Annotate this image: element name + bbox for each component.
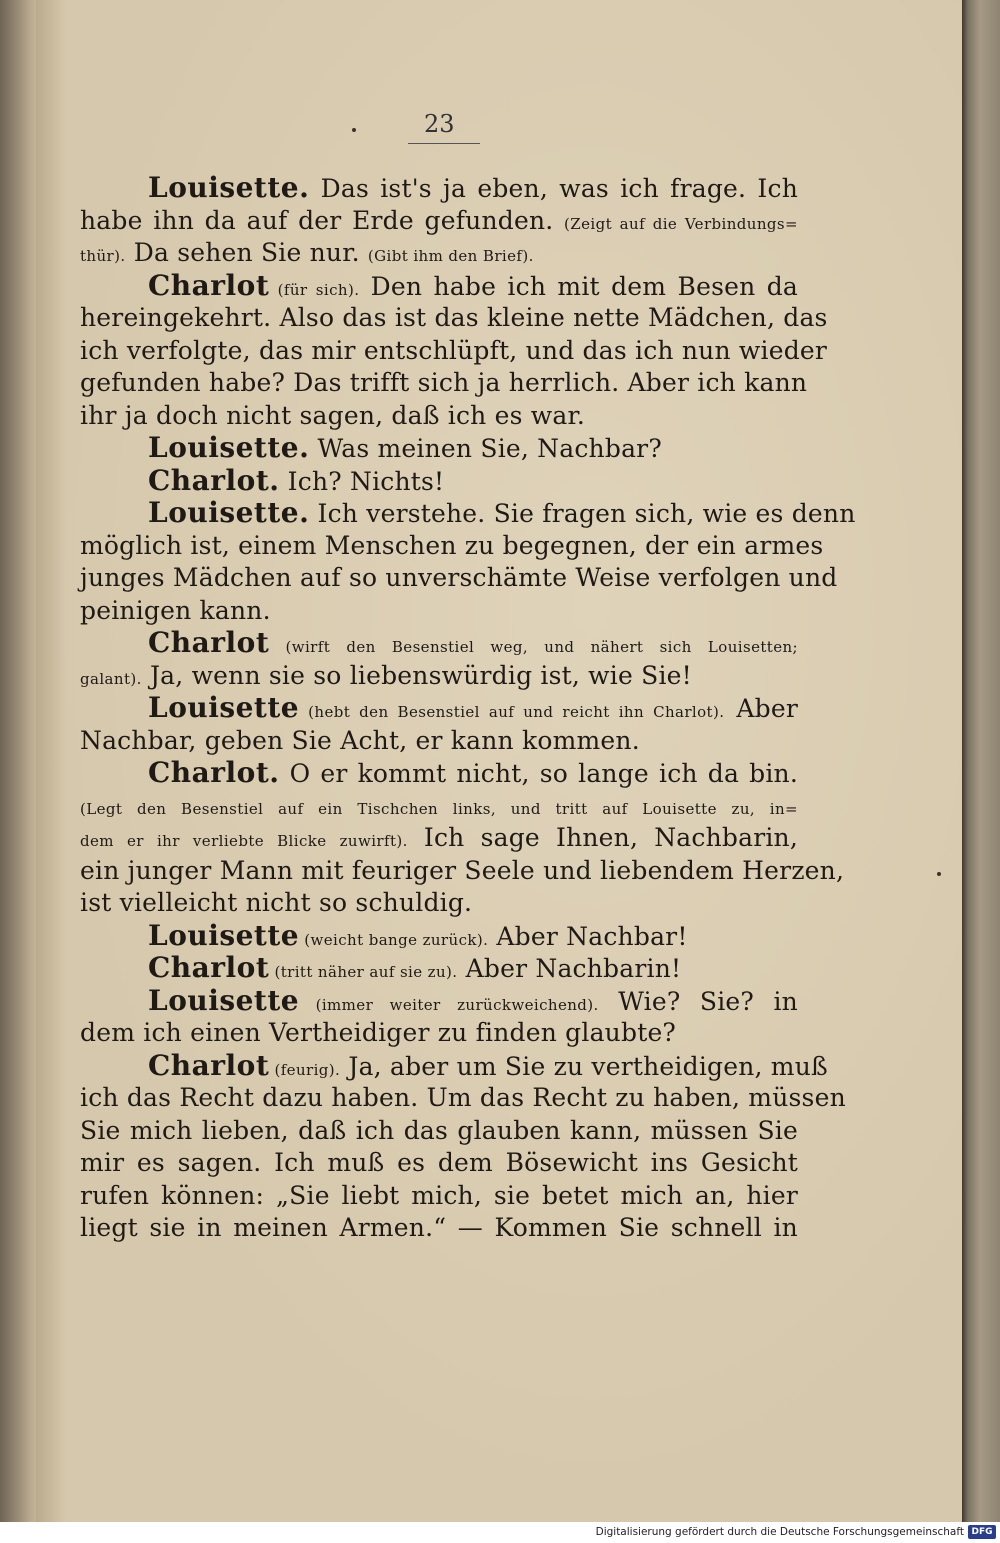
speck <box>352 128 356 132</box>
stage-direction: (wirft den Besenstiel weg, und nähert sich Louisetten; <box>269 638 798 656</box>
speaker-name: Louisette <box>148 691 300 724</box>
dialogue-text: peinigen kann. <box>80 595 271 625</box>
text-line <box>80 887 798 920</box>
dialogue-text: ist vielleicht nicht so schuldig. <box>80 888 473 917</box>
text-line <box>80 660 798 693</box>
text-line <box>80 822 798 855</box>
text-line <box>80 400 798 433</box>
text-line <box>80 465 798 498</box>
text-line <box>80 855 845 888</box>
dialogue-text: Da sehen Sie nur. <box>125 238 368 267</box>
stage-direction: (feurig). <box>269 1060 341 1079</box>
text-line <box>80 530 824 563</box>
text-line <box>80 1212 798 1245</box>
dialogue-text: mir es sagen. Ich muß es dem Bösewicht ins Gesicht <box>80 1148 798 1177</box>
text-line <box>80 270 798 303</box>
footer-credit: Digitalisierung gefördert durch die Deutsche Forschungsgemeinschaft <box>595 1526 964 1538</box>
dialogue-text: Aber Nachbar! <box>488 921 688 951</box>
speaker-name: Louisette. <box>148 171 310 204</box>
dialogue-text: O er kommt nicht, so lange ich da bin. <box>279 759 798 788</box>
book-edge <box>962 0 1000 1522</box>
dialogue-text: rufen können: „Sie liebt mich, sie betet mich an, hier <box>80 1180 798 1210</box>
dialogue-text: Ja, aber um Sie zu vertheidigen, muß <box>340 1051 828 1081</box>
text-line <box>80 367 808 400</box>
dialogue-text: junges Mädchen auf so unverschämte Weise verfolgen und <box>80 563 838 592</box>
dialogue-text: Den habe ich mit dem Besen da <box>359 271 799 301</box>
text-line <box>80 725 798 758</box>
dialogue-text: möglich ist, einem Menschen zu begegnen, der ein armes <box>80 530 824 560</box>
text-line <box>80 952 798 985</box>
dialogue-text: Sie mich lieben, daß ich das glauben kann, müssen Sie <box>80 1115 798 1145</box>
text-line <box>80 1180 798 1213</box>
dialogue-text: Ich sage Ihnen, Nachbarin, <box>407 823 799 852</box>
stage-direction: (tritt näher auf sie zu). <box>269 963 458 981</box>
stage-direction: (hebt den Besenstiel auf und reicht ihn Charlot). <box>299 703 725 721</box>
dialogue-text: dem ich einen Vertheidiger zu finden glaubte? <box>80 1018 677 1047</box>
text-line <box>80 1115 798 1148</box>
dialogue-text: ich verfolgte, das mir entschlüpft, und das ich nun wieder <box>80 335 828 365</box>
text-line <box>80 1082 846 1115</box>
dialogue-text: Ich verstehe. Sie fragen sich, wie es denn <box>309 499 856 528</box>
text-line <box>80 172 798 205</box>
speaker-name: Charlot. <box>148 463 280 497</box>
text-line <box>80 1048 828 1083</box>
dialogue-text: Das ist's ja eben, was ich frage. Ich <box>309 174 798 203</box>
dialogue-text: Wie? Sie? in <box>598 986 798 1016</box>
speaker-name: Charlot <box>148 626 270 659</box>
stage-direction: (immer weiter zurückweichend). <box>299 995 599 1014</box>
text-line <box>80 562 838 595</box>
stage-direction: dem er ihr verliebte Blicke zuwirft). <box>80 832 408 850</box>
speaker-name: Charlot <box>148 1048 270 1082</box>
stage-direction: (Gibt ihm den Brief). <box>367 247 534 265</box>
dialogue-text: habe ihn da auf der Erde gefunden. <box>80 205 565 235</box>
dialogue-text: hereingekehrt. Also das ist das kleine nette Mädchen, das <box>80 303 828 332</box>
stage-direction: (weicht bange zurück). <box>299 930 489 949</box>
text-line <box>80 432 798 465</box>
dialogue-text: gefunden habe? Das trifft sich ja herrlich. Aber ich kann <box>80 368 808 397</box>
text-line <box>80 985 798 1018</box>
speaker-name: Louisette. <box>148 496 310 529</box>
speaker-name: Charlot. <box>148 756 280 789</box>
page-number: 23 <box>424 110 455 138</box>
text-line <box>80 335 828 368</box>
dialogue-text: ein junger Mann mit feuriger Seele und liebendem Herzen, <box>80 855 845 885</box>
text-line <box>80 595 798 628</box>
dialogue-text: Aber Nachbarin! <box>457 954 682 983</box>
text-line <box>80 1017 798 1050</box>
speaker-name: Louisette. <box>148 431 310 464</box>
stage-direction: thür). <box>80 247 126 265</box>
speaker-name: Charlot <box>148 951 270 984</box>
text-line <box>80 302 828 335</box>
text-line <box>80 205 798 238</box>
speaker-name: Louisette <box>148 983 300 1017</box>
speck <box>937 872 941 876</box>
text-line <box>80 790 798 823</box>
stage-direction: (Legt den Besenstiel auf ein Tischchen links, und tritt auf Louisette zu, in= <box>80 799 798 818</box>
stage-direction: galant). <box>80 669 142 688</box>
text-line <box>80 1147 798 1180</box>
text-line <box>80 237 798 270</box>
text-line <box>80 757 798 790</box>
stage-direction: (Zeigt auf die Verbindungs= <box>564 214 798 233</box>
dialogue-text: ihr ja doch nicht sagen, daß ich es war. <box>80 400 586 430</box>
dialogue-text: Was meinen Sie, Nachbar? <box>309 434 662 463</box>
text-line <box>80 692 798 725</box>
speaker-name: Charlot <box>148 268 270 302</box>
text-line <box>80 627 798 660</box>
dfg-logo: DFG <box>968 1525 996 1539</box>
speaker-name: Louisette <box>148 918 300 952</box>
document-body <box>80 171 856 1245</box>
text-line <box>80 920 798 953</box>
stage-direction: (für sich). <box>269 280 360 299</box>
dialogue-text: Nachbar, geben Sie Acht, er kann kommen. <box>80 725 640 755</box>
dialogue-text: Ich? Nichts! <box>279 466 445 496</box>
dialogue-text: liegt sie in meinen Armen.“ — Kommen Sie schnell in <box>80 1213 798 1242</box>
page-number-rule <box>408 143 480 144</box>
dialogue-text: ich das Recht dazu haben. Um das Recht zu haben, müssen <box>80 1083 846 1112</box>
text-line <box>80 496 856 530</box>
dialogue-text: Ja, wenn sie so liebenswürdig ist, wie Sie! <box>141 660 692 690</box>
dialogue-text: Aber <box>724 694 799 723</box>
